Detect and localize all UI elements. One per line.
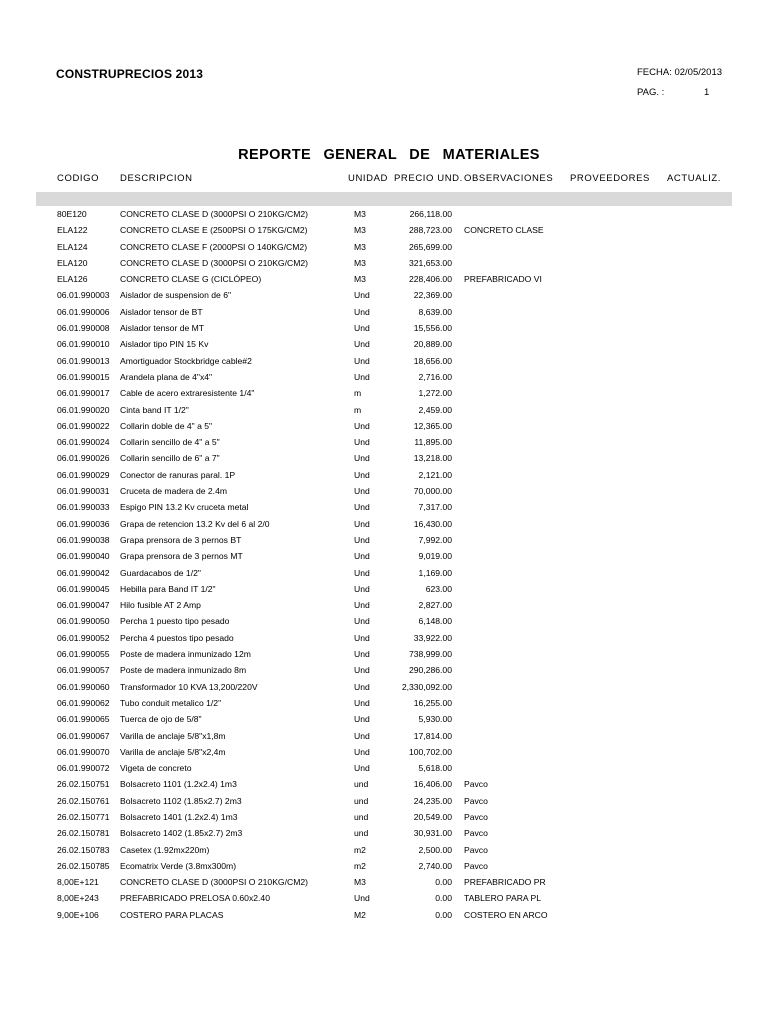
- row-code: 26.02.150771: [57, 811, 110, 822]
- row-price: 2,459.00: [418, 404, 452, 415]
- row-code: 9,00E+106: [57, 909, 99, 920]
- row-unit: Und: [354, 632, 370, 643]
- row-code: 26.02.150785: [57, 860, 110, 871]
- row-unit: Und: [354, 551, 370, 562]
- row-unit: Und: [354, 355, 370, 366]
- row-unit: Und: [354, 567, 370, 578]
- row-code: 06.01.990036: [57, 518, 110, 529]
- row-observation: Pavco: [464, 779, 488, 790]
- row-unit: M3: [354, 257, 366, 268]
- row-price: 16,406.00: [413, 779, 452, 790]
- row-unit: Und: [354, 583, 370, 594]
- row-code: 06.01.990024: [57, 437, 110, 448]
- row-description: Aislador tensor de MT: [120, 323, 205, 334]
- row-code: 06.01.990065: [57, 714, 110, 725]
- row-unit: Und: [354, 339, 370, 350]
- row-price: 228,406.00: [408, 274, 452, 285]
- row-description: Tubo conduit metalico 1/2": [120, 697, 222, 708]
- row-description: Arandela plana de 4"x4": [120, 371, 213, 382]
- row-description: Aislador de suspension de 6": [120, 290, 232, 301]
- table-row: [0, 663, 768, 679]
- row-unit: Und: [354, 437, 370, 448]
- table-row: [0, 761, 768, 777]
- page-label: PAG. :: [637, 87, 665, 98]
- row-code: 06.01.990013: [57, 355, 110, 366]
- row-unit: Und: [354, 697, 370, 708]
- row-price: 0.00: [435, 909, 452, 920]
- row-price: 290,286.00: [408, 665, 452, 676]
- table-row: [0, 614, 768, 630]
- header-separator-band: [36, 192, 732, 206]
- row-description: Percha 1 puesto tipo pesado: [120, 616, 230, 627]
- row-unit: m2: [354, 844, 366, 855]
- row-description: Grapa prensora de 3 pernos BT: [120, 534, 242, 545]
- row-code: 06.01.990067: [57, 730, 110, 741]
- row-description: CONCRETO CLASE D (3000PSI O 210KG/CM2): [120, 257, 309, 268]
- row-unit: M3: [354, 241, 366, 252]
- row-price: 0.00: [435, 893, 452, 904]
- row-price: 7,992.00: [418, 534, 452, 545]
- row-price: 16,255.00: [413, 697, 452, 708]
- row-price: 8,639.00: [418, 306, 452, 317]
- row-code: 26.02.150751: [57, 779, 110, 790]
- row-price: 321,653.00: [408, 257, 452, 268]
- row-price: 20,889.00: [413, 339, 452, 350]
- table-row: [0, 256, 768, 272]
- row-unit: und: [354, 779, 369, 790]
- column-header-observaciones: OBSERVACIONES: [464, 173, 554, 184]
- row-price: 266,118.00: [409, 209, 452, 219]
- row-description: Collarin sencillo de 4" a 5": [120, 437, 220, 448]
- row-code: 06.01.990052: [57, 632, 110, 643]
- row-price: 24,235.00: [413, 795, 452, 806]
- row-unit: Und: [354, 665, 370, 676]
- row-code: 06.01.990047: [57, 600, 110, 611]
- row-description: Poste de madera inmunizado 12m: [120, 649, 251, 660]
- row-price: 12,365.00: [413, 420, 452, 431]
- table-row: [0, 631, 768, 647]
- row-code: 06.01.990057: [57, 665, 110, 676]
- row-unit: Und: [354, 502, 370, 513]
- row-description: Grapa prensora de 3 pernos MT: [120, 551, 243, 562]
- row-code: 06.01.990008: [57, 323, 110, 334]
- row-description: PREFABRICADO PRELOSA 0.60x2.40: [120, 893, 270, 904]
- row-observation: COSTERO EN ARCO: [464, 909, 548, 920]
- row-description: CONCRETO CLASE E (2500PSI O 175KG/CM2): [120, 225, 308, 236]
- row-description: Varilla de anclaje 5/8"x2,4m: [120, 746, 226, 757]
- column-header-proveedores: PROVEEDORES: [570, 173, 650, 184]
- row-price: 22,369.00: [413, 290, 452, 301]
- table-row: [0, 468, 768, 484]
- row-description: CONCRETO CLASE D (3000PSI O 210KG/CM2): [120, 877, 309, 888]
- row-code: 06.01.990033: [57, 502, 110, 513]
- row-code: 06.01.990017: [57, 388, 110, 399]
- row-code: 06.01.990006: [57, 306, 110, 317]
- row-unit: Und: [354, 420, 370, 431]
- column-header-unidad: UNIDAD: [348, 173, 389, 184]
- row-code: 06.01.990050: [57, 616, 110, 627]
- report-date: FECHA: 02/05/2013: [637, 67, 723, 78]
- row-description: Cinta band IT 1/2": [120, 404, 189, 415]
- row-code: 26.02.150783: [57, 844, 110, 855]
- row-unit: M3: [354, 274, 366, 285]
- row-price: 2,716.00: [418, 371, 452, 382]
- row-unit: Und: [354, 323, 370, 334]
- row-code: 26.02.150781: [57, 828, 110, 839]
- row-price: 100,702.00: [408, 746, 452, 757]
- row-price: 5,930.00: [418, 714, 452, 725]
- row-description: Percha 4 puestos tipo pesado: [120, 632, 234, 643]
- row-code: 06.01.990055: [57, 649, 110, 660]
- page-indicator: [637, 87, 710, 98]
- row-unit: und: [354, 795, 369, 806]
- row-code: 06.01.990029: [57, 469, 110, 480]
- table-row: [0, 582, 768, 598]
- table-row: [0, 729, 768, 745]
- row-unit: Und: [354, 371, 370, 382]
- row-price: 18,656.00: [413, 355, 452, 366]
- row-price: 1,272.00: [418, 388, 452, 399]
- table-row: [0, 386, 768, 402]
- row-code: ELA124: [57, 241, 88, 252]
- row-unit: Und: [354, 486, 370, 497]
- row-description: Hilo fusible AT 2 Amp: [120, 600, 201, 611]
- row-unit: m: [354, 404, 362, 415]
- column-header-actualiz: ACTUALIZ.: [667, 173, 721, 184]
- row-description: Transformador 10 KVA 13,200/220V: [120, 681, 258, 692]
- row-code: 06.01.990038: [57, 534, 110, 545]
- row-unit: Und: [354, 469, 370, 480]
- table-row: [0, 354, 768, 370]
- table-row: [0, 223, 768, 239]
- row-description: Bolsacreto 1101 (1.2x2.4) 1m3: [120, 779, 237, 790]
- row-unit: Und: [354, 730, 370, 741]
- row-observation: Pavco: [464, 811, 488, 822]
- row-observation: PREFABRICADO PR: [464, 877, 546, 888]
- row-description: CONCRETO CLASE G (CICLÓPEO): [120, 274, 262, 285]
- row-price: 9,019.00: [418, 551, 452, 562]
- row-code: 06.01.990031: [57, 486, 110, 497]
- row-code: 06.01.990022: [57, 420, 110, 431]
- row-code: 06.01.990003: [57, 290, 110, 301]
- row-description: Espigo PIN 13.2 Kv cruceta metal: [120, 502, 249, 513]
- row-price: 30,931.00: [413, 828, 452, 839]
- table-row: [0, 403, 768, 419]
- table-row: [0, 875, 768, 891]
- row-description: Aislador tensor de BT: [120, 306, 203, 317]
- table-row: [0, 240, 768, 256]
- row-code: 8,00E+243: [57, 893, 99, 904]
- row-unit: Und: [354, 746, 370, 757]
- row-code: 06.01.990072: [57, 763, 110, 774]
- row-price: 17,814.00: [413, 730, 452, 741]
- row-unit: Und: [354, 893, 370, 904]
- row-code: 06.01.990062: [57, 697, 110, 708]
- row-price: 1,169.00: [418, 567, 452, 578]
- row-price: 33,922.00: [413, 632, 452, 643]
- row-unit: Und: [354, 763, 370, 774]
- row-description: Collarin sencillo de 6" a 7": [120, 453, 220, 464]
- row-unit: Und: [354, 306, 370, 317]
- table-row: [0, 859, 768, 875]
- row-code: ELA120: [57, 257, 88, 268]
- row-description: Bolsacreto 1401 (1.2x2.4) 1m3: [120, 811, 238, 822]
- row-description: Poste de madera inmunizado 8m: [120, 665, 247, 676]
- row-description: Conector de ranuras paral. 1P: [120, 469, 236, 480]
- row-unit: M3: [354, 877, 366, 888]
- row-price: 13,218.00: [413, 453, 452, 464]
- table-row: [0, 745, 768, 761]
- row-description: Grapa de retencion 13.2 Kv del 6 al 2/0: [120, 518, 270, 529]
- table-row: [0, 517, 768, 533]
- column-header-descripcion: DESCRIPCION: [120, 173, 193, 184]
- row-unit: Und: [354, 616, 370, 627]
- column-header-codigo: CODIGO: [57, 173, 100, 184]
- row-unit: und: [354, 828, 369, 839]
- row-unit: Und: [354, 681, 370, 692]
- row-price: 2,500.00: [418, 844, 452, 855]
- row-description: Hebilla para Band IT 1/2": [120, 583, 216, 594]
- column-header-precio: PRECIO UND.: [394, 173, 463, 184]
- row-unit: Und: [354, 649, 370, 660]
- table-row: [0, 533, 768, 549]
- table-row: [0, 566, 768, 582]
- row-price: 288,723.00: [408, 225, 452, 236]
- row-code: 06.01.990015: [57, 371, 110, 382]
- row-unit: M3: [354, 209, 366, 219]
- row-description: Bolsacreto 1102 (1.85x2.7) 2m3: [120, 795, 242, 806]
- row-code: 06.01.990060: [57, 681, 110, 692]
- table-row: [0, 680, 768, 696]
- row-code: 06.01.990010: [57, 339, 110, 350]
- table-row: [0, 908, 768, 924]
- row-unit: m2: [354, 860, 366, 871]
- table-row: [0, 696, 768, 712]
- row-unit: Und: [354, 534, 370, 545]
- row-description: Collarin doble de 4" a 5": [120, 420, 213, 431]
- table-row: [0, 647, 768, 663]
- table-row: [0, 272, 768, 288]
- row-code: ELA122: [57, 225, 88, 236]
- table-row: [0, 337, 768, 353]
- row-observation: Pavco: [464, 795, 488, 806]
- row-description: Amortiguador Stockbridge cable#2: [120, 355, 252, 366]
- row-code: 8,00E+121: [57, 877, 99, 888]
- row-price: 2,330,092.00: [401, 681, 452, 692]
- table-row: [0, 843, 768, 859]
- table-row: [0, 419, 768, 435]
- table-row: [0, 484, 768, 500]
- row-price: 70,000.00: [413, 486, 452, 497]
- row-code: 06.01.990042: [57, 567, 110, 578]
- table-row: [0, 826, 768, 842]
- row-description: COSTERO PARA PLACAS: [120, 909, 224, 920]
- row-price: 2,827.00: [418, 600, 452, 611]
- materials-table: [0, 207, 768, 924]
- row-code: 06.01.990026: [57, 453, 110, 464]
- table-row: [0, 598, 768, 614]
- row-code: ELA126: [57, 274, 88, 285]
- row-unit: Und: [354, 518, 370, 529]
- row-price: 7,317.00: [418, 502, 452, 513]
- row-code: 06.01.990070: [57, 746, 110, 757]
- row-description: Vigeta de concreto: [120, 763, 192, 774]
- report-title: REPORTE GENERAL DE MATERIALES: [238, 147, 540, 163]
- row-price: 16,430.00: [413, 518, 452, 529]
- row-description: CONCRETO CLASE D (3000PSI O 210KG/CM2): [120, 209, 309, 219]
- row-description: Varilla de anclaje 5/8"x1,8m: [120, 730, 226, 741]
- row-code: 06.01.990040: [57, 551, 110, 562]
- row-unit: Und: [354, 600, 370, 611]
- table-row: [0, 810, 768, 826]
- row-unit: und: [354, 811, 369, 822]
- row-observation: PREFABRICADO VI: [464, 274, 542, 285]
- table-row: [0, 500, 768, 516]
- row-price: 6,148.00: [418, 616, 452, 627]
- row-description: Cable de acero extraresistente 1/4": [120, 388, 255, 399]
- row-observation: CONCRETO CLASE: [464, 225, 544, 236]
- table-row: [0, 549, 768, 565]
- row-code: 26.02.150761: [57, 795, 110, 806]
- row-code: 80E120: [57, 209, 87, 219]
- row-unit: M2: [354, 909, 366, 920]
- row-price: 20,549.00: [413, 811, 452, 822]
- table-row: [0, 435, 768, 451]
- row-observation: Pavco: [464, 828, 488, 839]
- row-price: 738,999.00: [408, 649, 452, 660]
- row-price: 2,121.00: [418, 469, 452, 480]
- row-observation: Pavco: [464, 844, 488, 855]
- row-unit: m: [354, 388, 362, 399]
- row-price: 5,618.00: [418, 763, 452, 774]
- row-price: 15,556.00: [413, 323, 452, 334]
- table-row: [0, 451, 768, 467]
- company-name: CONSTRUPRECIOS 2013: [56, 67, 204, 81]
- row-unit: M3: [354, 225, 366, 236]
- row-code: 06.01.990020: [57, 404, 110, 415]
- table-row: [0, 321, 768, 337]
- row-description: Aislador tipo PIN 15 Kv: [120, 339, 209, 350]
- row-price: 0.00: [435, 877, 452, 888]
- row-price: 11,895.00: [414, 437, 452, 448]
- table-row: [0, 777, 768, 793]
- row-unit: Und: [354, 453, 370, 464]
- row-description: Casetex (1.92mx220m): [120, 844, 210, 855]
- row-price: 2,740.00: [418, 860, 452, 871]
- row-description: Tuerca de ojo de 5/8": [120, 714, 202, 725]
- row-observation: TABLERO PARA PL: [464, 893, 542, 904]
- table-row: [0, 288, 768, 304]
- row-unit: Und: [354, 714, 370, 725]
- row-price: 265,699.00: [408, 241, 452, 252]
- row-description: Bolsacreto 1402 (1.85x2.7) 2m3: [120, 828, 243, 839]
- table-row: [0, 207, 768, 223]
- table-row: [0, 794, 768, 810]
- row-description: Cruceta de madera de 2.4m: [120, 486, 228, 497]
- row-price: 623.00: [425, 583, 452, 594]
- row-description: Ecomatrix Verde (3.8mx300m): [120, 860, 237, 871]
- table-row: [0, 370, 768, 386]
- row-code: 06.01.990045: [57, 583, 110, 594]
- row-description: Guardacabos de 1/2": [120, 567, 201, 578]
- row-observation: Pavco: [464, 860, 488, 871]
- row-description: CONCRETO CLASE F (2000PSI O 140KG/CM2): [120, 241, 308, 252]
- page-number: 1: [704, 87, 710, 98]
- table-row: [0, 305, 768, 321]
- table-row: [0, 712, 768, 728]
- row-unit: Und: [354, 290, 370, 301]
- table-row: [0, 891, 768, 907]
